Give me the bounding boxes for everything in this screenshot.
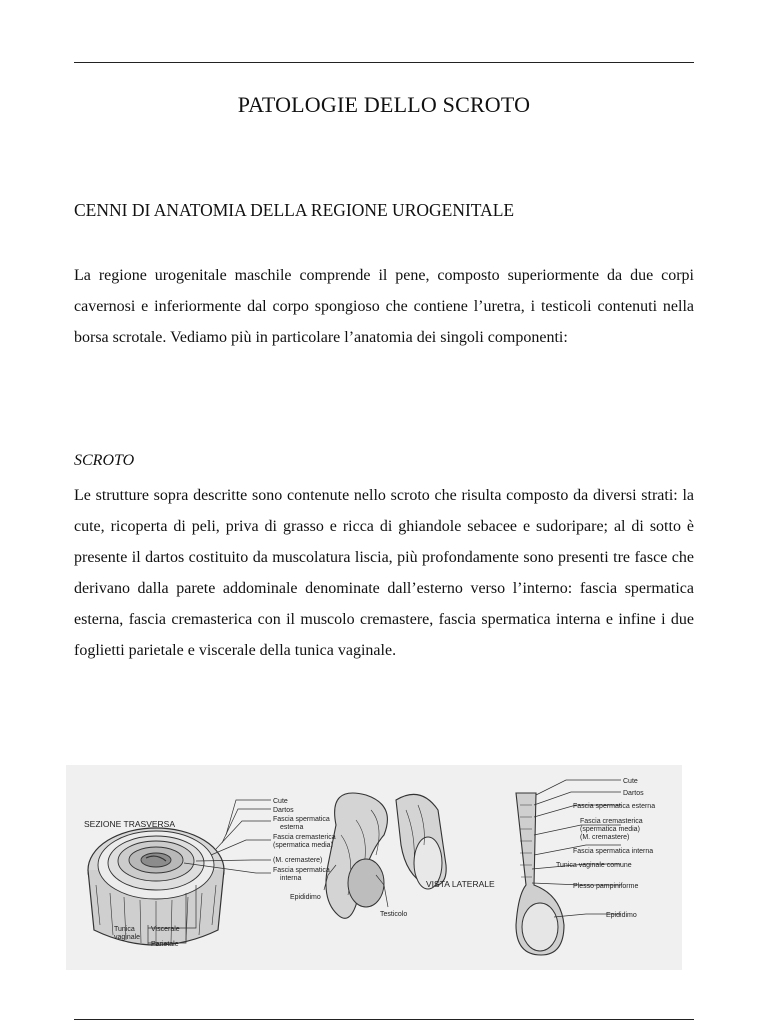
label-cremasterica-2-right: (spermatica media) [580,826,640,833]
testes-drawing [326,793,446,918]
label-dartos-left: Dartos [273,807,294,814]
label-epididimo-right: Epididimo [606,912,637,919]
anatomy-figure [66,765,682,970]
label-tunica-1: Tunica [114,926,135,933]
anatomy-illustration [66,765,682,970]
label-cute-right: Cute [623,778,638,785]
label-cute-left: Cute [273,798,288,805]
label-plesso: Plesso pampiniforme [573,883,639,890]
page-title: PATOLOGIE DELLO SCROTO [237,92,531,117]
scroto-paragraph: Le strutture sopra descritte sono contenute nello scroto che risulta composto da diversi strati: la cute, ricoperta di peli, priva di grasso e ricca di ghiandole sebacee e sudoripare; al di sotto è presente il dartos costituito da muscolatura liscia, più profondamente sono presenti tre fasce che derivano dalla parete addominale denominate dall’esterno verso l’interno: fascia spermatica esterna, fascia cremasterica con il muscolo cremastere, fascia spermatica interna e infine i due foglietti parietale e viscerale della tunica vaginale. [74,487,694,659]
label-fascia-interna-1-left: Fascia spermatica [273,867,330,874]
label-fascia-esterna-right: Fascia spermatica esterna [573,803,656,810]
label-fascia-esterna-2-left: esterna [280,824,304,831]
label-cremasterica-1-left: Fascia cremasterica [273,834,336,841]
label-dartos-right: Dartos [623,790,644,797]
spermatic-cord-drawing [516,793,564,955]
top-rule [74,62,694,63]
left-title: SEZIONE TRASVERSA [84,819,176,829]
intro-paragraph: La regione urogenitale maschile comprende il pene, composto superiormente da due corpi cavernosi e inferiormente dal corpo spongioso che contiene l’uretra, i testicoli contenuti nella borsa scrotale. Vediamo più in particolare l’anatomia dei singoli componenti: [74,267,694,346]
section-heading: CENNI DI ANATOMIA DELLA REGIONE UROGENITALE [74,200,515,220]
label-m-cremastere-left: (M. cremastere) [273,857,323,864]
label-fascia-esterna-1-left: Fascia spermatica [273,816,330,823]
label-viscerale: Viscerale [151,926,180,933]
label-fascia-interna-2-left: interna [280,875,302,882]
label-cremasterica-1-right: Fascia cremasterica [580,818,643,825]
bottom-rule [74,1019,694,1020]
label-testicolo: Testicolo [380,911,408,918]
label-epididimo-left: Epididimo [290,894,321,901]
label-tunica-2: vaginale [114,934,141,941]
label-cremasterica-2-left: (spermatica media) [273,842,333,849]
label-cremasterica-3-right: (M. cremastere) [580,834,630,841]
label-tunica-comune: Tunica vaginale comune [556,862,632,869]
middle-title: VISTA LATERALE [426,879,495,889]
label-parietale: Parietale [151,941,179,948]
label-fascia-interna-right: Fascia spermatica interna [573,848,654,855]
subsection-heading: SCROTO [74,452,135,469]
